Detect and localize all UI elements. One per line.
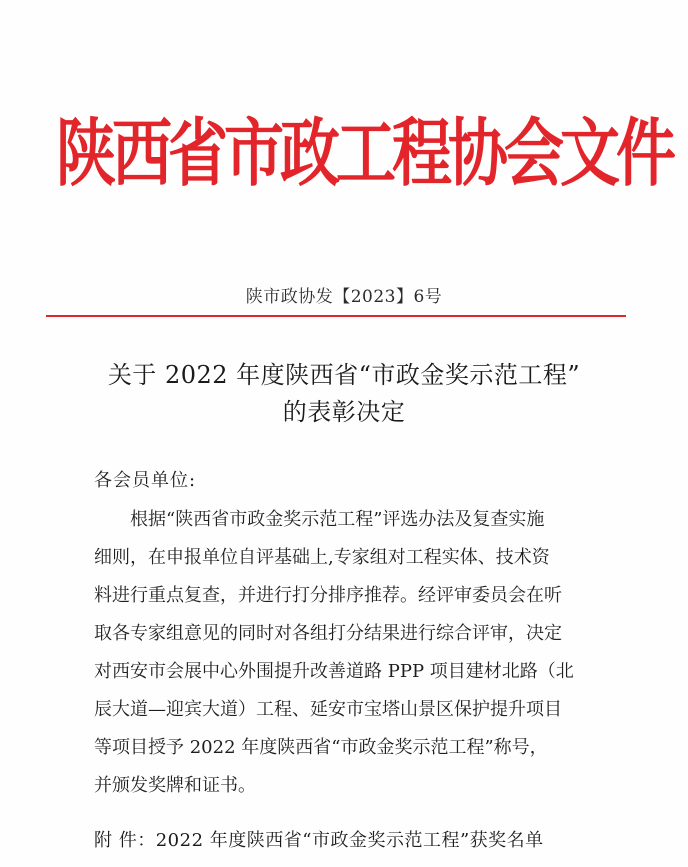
body-line-3: 料进行重点复查，并进行打分排序推荐。经评审委员会在听 bbox=[94, 585, 562, 606]
document-title-line-1: 关于 2022 年度陕西省“市政金奖示范工程” bbox=[107, 361, 581, 389]
body-line-8: 并颁发奖牌和证书。 bbox=[94, 775, 256, 796]
salutation: 各会员单位: bbox=[94, 470, 197, 491]
body-line-5: 对西安市会展中心外围提升改善道路 PPP 项目建材北路（北 bbox=[94, 661, 574, 682]
body-line-7: 等项目授予 2022 年度陕西省“市政金奖示范工程”称号， bbox=[94, 737, 548, 758]
body-line-4: 取各专家组意见的同时对各组打分结果进行综合评审，决定 bbox=[94, 623, 562, 644]
document-number: 陕市政协发【2023】6号 bbox=[245, 287, 443, 307]
document-title-line-2: 的表彰决定 bbox=[282, 398, 406, 426]
body-line-1: 根据“陕西省市政金奖示范工程”评选办法及复查实施 bbox=[130, 509, 545, 530]
body-line-2: 细则，在申报单位自评基础上,专家组对工程实体、技术资 bbox=[94, 547, 550, 568]
attachment-line: 附 件：2022 年度陕西省“市政金奖示范工程”获奖名单 bbox=[94, 830, 544, 851]
org-header-title: 陕西省市政工程协会文件 bbox=[56, 111, 672, 197]
red-divider-line bbox=[46, 315, 626, 317]
body-line-6: 辰大道—迎宾大道）工程、延安市宝塔山景区保护提升项目 bbox=[94, 699, 562, 720]
